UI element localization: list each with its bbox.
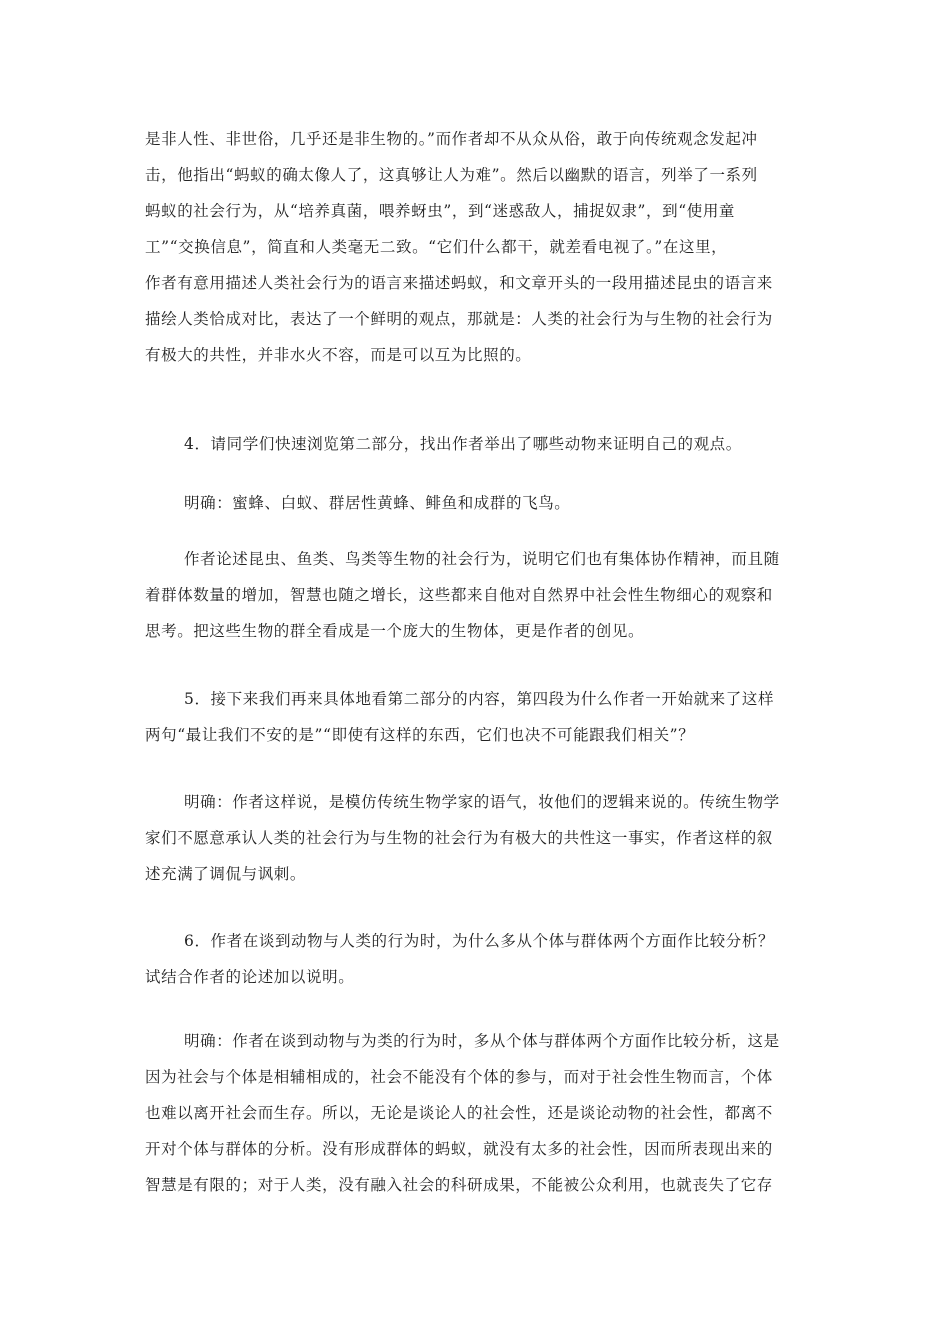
text-line: 明确：作者在谈到动物与为类的行为时，多从个体与群体两个方面作比较分析，这是: [184, 1032, 780, 1050]
answer-4: [145, 485, 810, 521]
question-5: [145, 681, 810, 753]
answer-5: [145, 784, 810, 892]
question-4: [145, 426, 810, 462]
text-line: 工”“交换信息”，简直和人类毫无二致。“它们什么都干，就差看电视了。”在这里，: [145, 238, 728, 256]
text-line: 智慧是有限的；对于人类，没有融入社会的科研成果，不能被公众利用，也就丧失了它存: [145, 1176, 773, 1194]
text-line: 5．接下来我们再来具体地看第二部分的内容，第四段为什么作者一开始就来了这样: [184, 690, 775, 708]
text-line: 因为社会与个体是相辅相成的，社会不能没有个体的参与，而对于社会性生物而言，个体: [145, 1068, 773, 1086]
text-line: 描绘人类恰成对比，表达了一个鲜明的观点，那就是：人类的社会行为与生物的社会行为: [145, 310, 773, 328]
answer-6: [145, 1023, 810, 1203]
text-line: 4．请同学们快速浏览第二部分，找出作者举出了哪些动物来证明自己的观点。: [184, 435, 742, 453]
text-line: 6．作者在谈到动物与人类的行为时，为什么多从个体与群体两个方面作比较分析？: [184, 932, 775, 950]
text-line: 蚂蚁的社会行为，从“培养真菌，喂养蚜虫”，到“迷惑敌人，捕捉奴隶”，到“使用童: [145, 202, 736, 220]
text-line: 作者论述昆虫、鱼类、鸟类等生物的社会行为，说明它们也有集体协作精神，而且随: [184, 550, 780, 568]
text-line: 击，他指出“蚂蚁的确太像人了，这真够让人为难”。然后以幽默的语言，列举了一系列: [145, 166, 758, 184]
text-line: 述充满了调侃与讽刺。: [145, 865, 307, 883]
text-line: 也难以离开社会而生存。所以，无论是谈论人的社会性，还是谈论动物的社会性，都离不: [145, 1104, 773, 1122]
paragraph-social-creatures: [145, 541, 810, 649]
text-line: 作者有意用描述人类社会行为的语言来描述蚂蚁，和文章开头的一段用描述昆虫的语言来: [145, 274, 773, 292]
text-line: 有极大的共性，并非水火不容，而是可以互为比照的。: [145, 346, 532, 364]
text-line: 思考。把这些生物的群全看成是一个庞大的生物体，更是作者的创见。: [145, 622, 645, 640]
text-line: 着群体数量的增加，智慧也随之增长，这些都来自他对自然界中社会性生物细心的观察和: [145, 586, 773, 604]
text-line: 试结合作者的论述加以说明。: [145, 968, 355, 986]
text-line: 明确：蜜蜂、白蚁、群居性黄蜂、鲱鱼和成群的飞鸟。: [184, 494, 571, 512]
paragraph-ant-behavior: [145, 121, 810, 373]
text-line: 是非人性、非世俗，几乎还是非生物的。”而作者却不从众从俗，敢于向传统观念发起冲: [145, 130, 758, 148]
text-line: 两句“最让我们不安的是”“即使有这样的东西，它们也决不可能跟我们相关”？: [145, 726, 695, 744]
text-line: 开对个体与群体的分析。没有形成群体的蚂蚁，就没有太多的社会性，因而所表现出来的: [145, 1140, 773, 1158]
text-line: 明确：作者这样说，是模仿传统生物学家的语气，妆他们的逻辑来说的。传统生物学: [184, 793, 780, 811]
text-line: 家们不愿意承认人类的社会行为与生物的社会行为有极大的共性这一事实，作者这样的叙: [145, 829, 773, 847]
question-6: [145, 923, 810, 995]
